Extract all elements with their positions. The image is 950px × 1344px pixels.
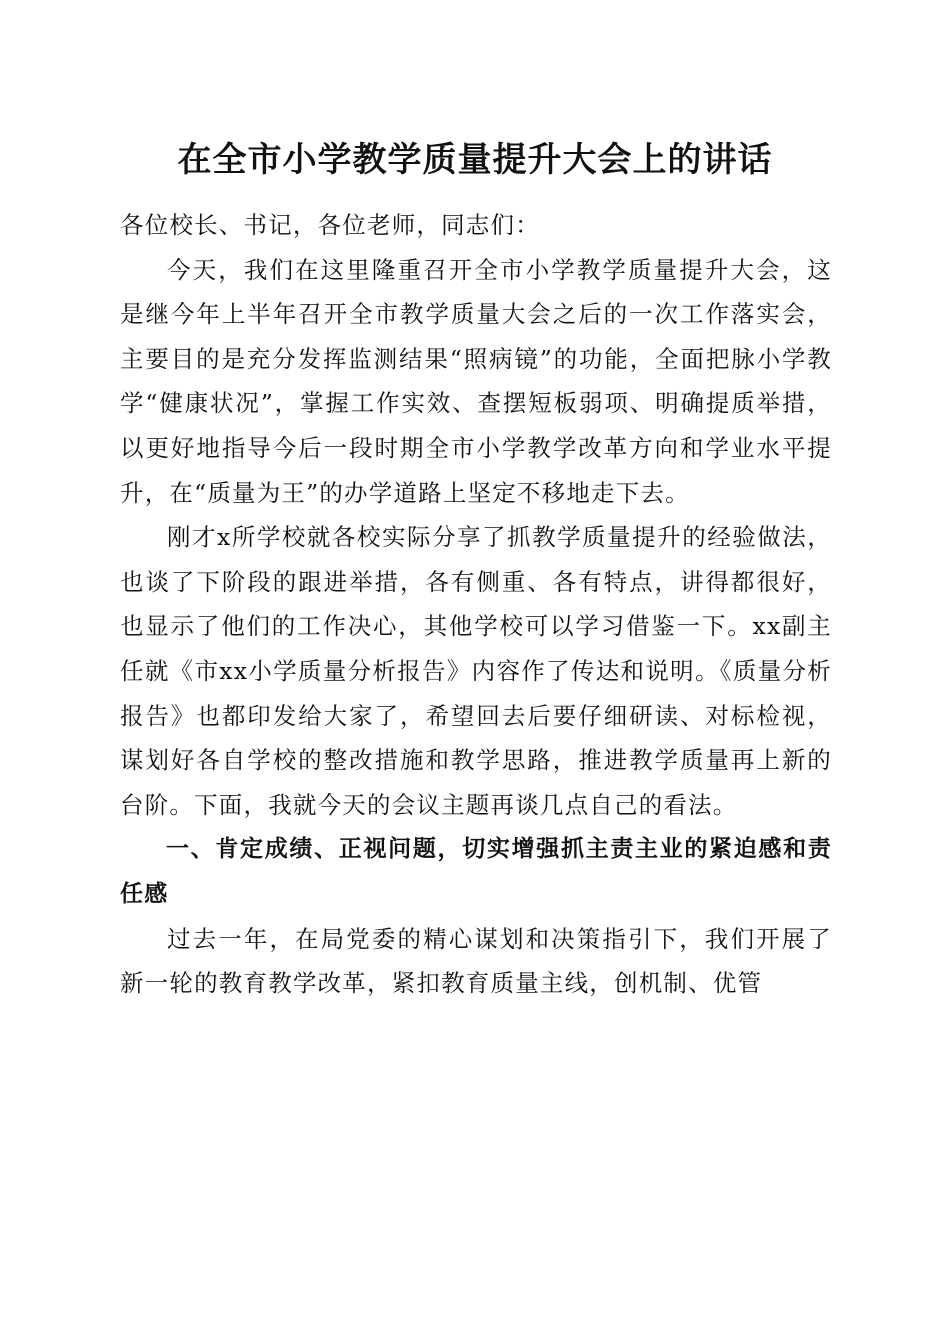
section-heading: 一、肯定成绩、正视问题，切实增强抓主责主业的紧迫感和责任感 <box>120 836 832 907</box>
document-body <box>120 203 832 1006</box>
paragraph-section-one: 过去一年，在局党委的精心谋划和决策指引下，我们开展了新一轮的教育教学改革，紧扣教育质量主线，创机制、优管 <box>120 924 832 998</box>
paragraph-opening: 今天，我们在这里隆重召开全市小学教学质量提升大会，这是继今年上半年召开全市教学质量大会之后的一次工作落实会，主要目的是充分发挥监测结果“照病镜”的功能，全面把脉小学教学“健康状况”，掌握工作实效、查摆短板弱项、明确提质举措，以更好地指导今后一段时期全市小学教学改革方向和学业水平提升，在“质量为王”的办学道路上坚定不移地走下去。 <box>120 255 832 507</box>
paragraph-reports: 刚才x所学校就各校实际分享了抓教学质量提升的经验做法，也谈了下阶段的跟进举措，各有侧重、各有特点，讲得都很好，也显示了他们的工作决心，其他学校可以学习借鉴一下。xx副主任就《市xx小学质量分析报告》内容作了传达和说明。《质量分析报告》也都印发给大家了，希望回去后要仔细研读、对标检视，谋划好各自学校的整改措施和教学思路，推进教学质量再上新的台阶。下面，我就今天的会议主题再谈几点自己的看法。 <box>120 523 832 819</box>
document-title: 在全市小学教学质量提升大会上的讲话 <box>177 140 773 180</box>
salutation: 各位校长、书记，各位老师，同志们： <box>120 211 540 239</box>
